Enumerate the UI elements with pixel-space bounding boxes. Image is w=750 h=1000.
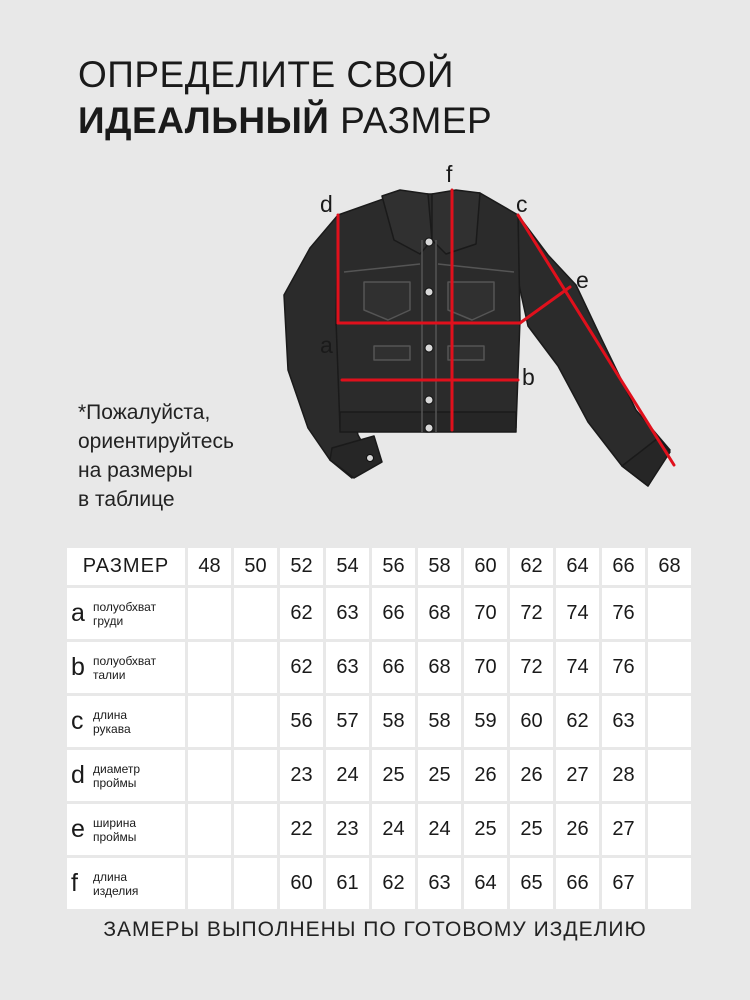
cell-f-60: 64 bbox=[464, 858, 507, 909]
cell-e-68 bbox=[648, 804, 691, 855]
cell-c-68 bbox=[648, 696, 691, 747]
cell-d-56: 25 bbox=[372, 750, 415, 801]
row-letter: b bbox=[71, 653, 85, 681]
table-row-c bbox=[67, 696, 691, 747]
row-desc-line-2: рукава bbox=[93, 721, 131, 736]
cell-e-50 bbox=[234, 804, 277, 855]
table-row-d bbox=[67, 750, 691, 801]
cell-b-58: 68 bbox=[418, 642, 461, 693]
cell-f-54: 61 bbox=[326, 858, 369, 909]
jacket-illustration bbox=[284, 190, 670, 486]
cell-a-50 bbox=[234, 588, 277, 639]
size-note bbox=[78, 398, 234, 514]
cell-b-56: 66 bbox=[372, 642, 415, 693]
row-description bbox=[93, 816, 136, 844]
row-letter: e bbox=[71, 815, 85, 843]
title-line-1: ОПРЕДЕЛИТЕ СВОЙ bbox=[78, 54, 454, 95]
note-line-3: на размеры bbox=[78, 459, 193, 482]
size-col-60: 60 bbox=[464, 548, 507, 585]
row-desc-line-1: полуобхват bbox=[93, 653, 157, 668]
cell-d-66: 28 bbox=[602, 750, 645, 801]
button-1 bbox=[425, 238, 433, 246]
label-e: e bbox=[576, 267, 589, 293]
cell-b-52: 62 bbox=[280, 642, 323, 693]
size-col-58: 58 bbox=[418, 548, 461, 585]
size-col-52: 52 bbox=[280, 548, 323, 585]
cell-b-66: 76 bbox=[602, 642, 645, 693]
row-desc-line-1: диаметр bbox=[93, 761, 141, 776]
cell-a-68 bbox=[648, 588, 691, 639]
cell-c-50 bbox=[234, 696, 277, 747]
row-letter: f bbox=[71, 869, 78, 897]
cell-c-52: 56 bbox=[280, 696, 323, 747]
cell-e-48 bbox=[188, 804, 231, 855]
cell-a-58: 68 bbox=[418, 588, 461, 639]
row-desc-line-2: проймы bbox=[93, 829, 137, 844]
row-desc-line-2: груди bbox=[93, 613, 124, 628]
cell-a-62: 72 bbox=[510, 588, 553, 639]
table-row-f bbox=[67, 858, 691, 909]
row-desc-line-1: полуобхват bbox=[93, 599, 157, 614]
cell-b-50 bbox=[234, 642, 277, 693]
cell-f-62: 65 bbox=[510, 858, 553, 909]
table-row-e bbox=[67, 804, 691, 855]
cell-f-64: 66 bbox=[556, 858, 599, 909]
left-lower-pocket bbox=[374, 346, 410, 360]
cell-f-58: 63 bbox=[418, 858, 461, 909]
row-label-d bbox=[67, 750, 185, 801]
cell-e-56: 24 bbox=[372, 804, 415, 855]
cell-e-66: 27 bbox=[602, 804, 645, 855]
row-letter: c bbox=[71, 707, 84, 735]
row-label-e bbox=[67, 804, 185, 855]
cell-d-62: 26 bbox=[510, 750, 553, 801]
row-desc-line-1: ширина bbox=[93, 815, 137, 830]
cell-b-64: 74 bbox=[556, 642, 599, 693]
size-col-56: 56 bbox=[372, 548, 415, 585]
size-col-68: 68 bbox=[648, 548, 691, 585]
label-d: d bbox=[320, 191, 333, 217]
row-label-c bbox=[67, 696, 185, 747]
cell-d-64: 27 bbox=[556, 750, 599, 801]
cell-e-58: 24 bbox=[418, 804, 461, 855]
cell-c-64: 62 bbox=[556, 696, 599, 747]
table-header-row bbox=[67, 548, 691, 585]
cell-f-68 bbox=[648, 858, 691, 909]
cell-e-54: 23 bbox=[326, 804, 369, 855]
cell-f-50 bbox=[234, 858, 277, 909]
row-desc-line-1: длина bbox=[93, 869, 128, 884]
cell-b-48 bbox=[188, 642, 231, 693]
note-line-2: ориентируйтесь bbox=[78, 430, 234, 453]
label-a: a bbox=[320, 332, 333, 358]
cell-a-64: 74 bbox=[556, 588, 599, 639]
label-b: b bbox=[522, 364, 535, 390]
title-line-2 bbox=[78, 98, 492, 144]
table-row-a bbox=[67, 588, 691, 639]
size-col-54: 54 bbox=[326, 548, 369, 585]
row-desc-line-2: проймы bbox=[93, 775, 137, 790]
table-body bbox=[67, 588, 691, 909]
cell-a-60: 70 bbox=[464, 588, 507, 639]
cell-f-56: 62 bbox=[372, 858, 415, 909]
cell-b-54: 63 bbox=[326, 642, 369, 693]
cell-c-58: 58 bbox=[418, 696, 461, 747]
cell-d-52: 23 bbox=[280, 750, 323, 801]
row-description bbox=[93, 654, 156, 682]
footer-note: ЗАМЕРЫ ВЫПОЛНЕНЫ ПО ГОТОВОМУ ИЗДЕЛИЮ bbox=[103, 918, 647, 941]
row-label-a bbox=[67, 588, 185, 639]
button-4 bbox=[425, 396, 433, 404]
button-5 bbox=[425, 424, 433, 432]
label-c: c bbox=[516, 191, 528, 217]
right-sleeve bbox=[518, 215, 670, 486]
size-col-62: 62 bbox=[510, 548, 553, 585]
button-2 bbox=[425, 288, 433, 296]
cell-a-52: 62 bbox=[280, 588, 323, 639]
cell-f-48 bbox=[188, 858, 231, 909]
cell-b-60: 70 bbox=[464, 642, 507, 693]
row-description bbox=[93, 708, 131, 736]
cell-e-52: 22 bbox=[280, 804, 323, 855]
label-f: f bbox=[446, 161, 453, 187]
row-description bbox=[93, 762, 140, 790]
cell-d-60: 26 bbox=[464, 750, 507, 801]
cell-d-68 bbox=[648, 750, 691, 801]
cell-c-62: 60 bbox=[510, 696, 553, 747]
row-description bbox=[93, 600, 156, 628]
cell-c-56: 58 bbox=[372, 696, 415, 747]
row-description bbox=[93, 870, 138, 898]
row-desc-line-1: длина bbox=[93, 707, 128, 722]
row-letter: d bbox=[71, 761, 85, 789]
cell-a-66: 76 bbox=[602, 588, 645, 639]
row-desc-line-2: талии bbox=[93, 667, 126, 682]
row-letter: a bbox=[71, 599, 85, 627]
row-desc-line-2: изделия bbox=[93, 883, 139, 898]
right-collar bbox=[432, 190, 480, 254]
note-line-4: в таблице bbox=[78, 488, 175, 511]
cell-d-58: 25 bbox=[418, 750, 461, 801]
row-label-b bbox=[67, 642, 185, 693]
cell-b-62: 72 bbox=[510, 642, 553, 693]
cell-a-56: 66 bbox=[372, 588, 415, 639]
cell-a-48 bbox=[188, 588, 231, 639]
cell-f-66: 67 bbox=[602, 858, 645, 909]
title-bold-word: ИДЕАЛЬНЫЙ bbox=[78, 100, 330, 141]
size-col-66: 66 bbox=[602, 548, 645, 585]
cell-f-52: 60 bbox=[280, 858, 323, 909]
size-col-64: 64 bbox=[556, 548, 599, 585]
cell-c-54: 57 bbox=[326, 696, 369, 747]
size-header-label: РАЗМЕР bbox=[67, 548, 185, 585]
jacket-diagram bbox=[270, 160, 710, 500]
cell-c-48 bbox=[188, 696, 231, 747]
cell-d-54: 24 bbox=[326, 750, 369, 801]
cell-b-68 bbox=[648, 642, 691, 693]
cell-e-62: 25 bbox=[510, 804, 553, 855]
cell-c-66: 63 bbox=[602, 696, 645, 747]
size-table bbox=[64, 545, 694, 912]
button-6 bbox=[367, 455, 374, 462]
cell-e-64: 26 bbox=[556, 804, 599, 855]
page-title bbox=[78, 52, 492, 144]
table-row-b bbox=[67, 642, 691, 693]
cell-a-54: 63 bbox=[326, 588, 369, 639]
note-line-1: *Пожалуйста, bbox=[78, 401, 211, 424]
title-rest: РАЗМЕР bbox=[329, 100, 493, 141]
cell-e-60: 25 bbox=[464, 804, 507, 855]
row-label-f bbox=[67, 858, 185, 909]
cell-d-48 bbox=[188, 750, 231, 801]
cell-c-60: 59 bbox=[464, 696, 507, 747]
button-3 bbox=[425, 344, 433, 352]
cell-d-50 bbox=[234, 750, 277, 801]
size-col-50: 50 bbox=[234, 548, 277, 585]
size-col-48: 48 bbox=[188, 548, 231, 585]
